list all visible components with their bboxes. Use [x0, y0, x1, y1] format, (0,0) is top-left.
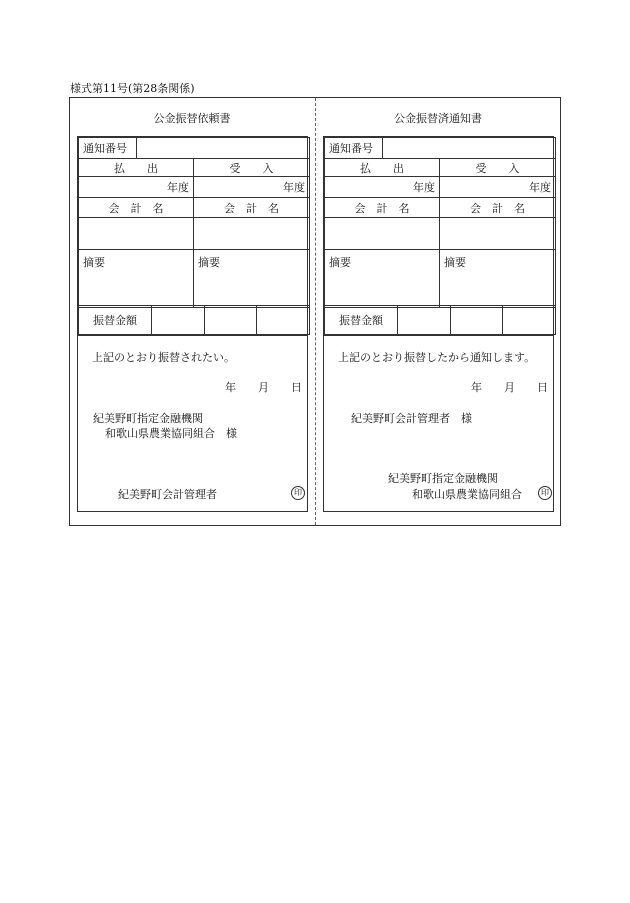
right-pay-out-header: 払 出: [325, 159, 440, 177]
left-pay-out-account-field[interactable]: [79, 218, 194, 250]
cut-line: [315, 98, 316, 525]
right-notice-no-field[interactable]: [383, 138, 556, 159]
right-receive-header: 受 入: [440, 159, 556, 177]
right-pay-out-account-field[interactable]: [325, 218, 440, 250]
right-sender-line1: 紀美野町指定金融機関: [388, 472, 498, 485]
left-receive-account-field[interactable]: [194, 218, 310, 250]
left-receive-summary[interactable]: 摘要: [194, 250, 310, 308]
right-sender-line2: 和歌山県農業協同組合: [412, 488, 522, 501]
left-pay-out-summary[interactable]: 摘要: [79, 250, 194, 308]
right-amount-row: [323, 305, 554, 336]
right-pay-out-year[interactable]: 年度: [325, 177, 440, 198]
left-receive-year[interactable]: 年度: [194, 177, 310, 198]
left-notice-no-field[interactable]: [137, 138, 310, 159]
left-slip-title: 公金振替依頼書: [153, 112, 231, 125]
right-seal-icon: 印: [538, 486, 552, 500]
left-pay-out-header: 払 出: [79, 159, 194, 177]
right-slip-title: 公金振替済通知書: [394, 112, 482, 125]
right-date: 年 月 日: [471, 381, 548, 394]
left-date: 年 月 日: [225, 381, 302, 394]
right-amount-cell-3[interactable]: [503, 306, 556, 335]
left-notice-no-label: 通知番号: [79, 138, 137, 159]
left-message: 上記のとおり振替されたい。: [92, 351, 235, 364]
left-amount-cell-1[interactable]: [152, 306, 205, 335]
right-receive-account-header: 会 計 名: [440, 198, 556, 218]
right-upper-table: [323, 136, 554, 306]
form-number-label: 様式第11号(第28条関係): [70, 82, 195, 95]
left-seal-icon: 印: [291, 486, 305, 500]
right-message: 上記のとおり振替したから通知します。: [338, 351, 536, 364]
left-amount-row: [77, 305, 308, 336]
left-pay-out-year[interactable]: 年度: [79, 177, 194, 198]
right-receive-summary[interactable]: 摘要: [440, 250, 556, 308]
right-amount-label: 振替金額: [325, 306, 398, 335]
right-pay-out-account-header: 会 計 名: [325, 198, 440, 218]
right-amount-cell-1[interactable]: [398, 306, 451, 335]
left-upper-table: [77, 136, 308, 306]
left-receive-account-header: 会 計 名: [194, 198, 310, 218]
right-notice-no-label: 通知番号: [325, 138, 383, 159]
right-amount-cell-2[interactable]: [451, 306, 503, 335]
left-receive-header: 受 入: [194, 159, 310, 177]
right-recipient-line1: 紀美野町会計管理者 様: [351, 412, 472, 425]
left-recipient-line1: 紀美野町指定金融機関: [93, 412, 203, 425]
left-amount-cell-3[interactable]: [257, 306, 310, 335]
left-sender: 紀美野町会計管理者: [118, 488, 217, 501]
left-recipient-line2: 和歌山県農業協同組合 様: [105, 427, 237, 440]
left-amount-label: 振替金額: [79, 306, 152, 335]
right-receive-year[interactable]: 年度: [440, 177, 556, 198]
right-receive-account-field[interactable]: [440, 218, 556, 250]
left-amount-cell-2[interactable]: [205, 306, 257, 335]
left-pay-out-account-header: 会 計 名: [79, 198, 194, 218]
right-pay-out-summary[interactable]: 摘要: [325, 250, 440, 308]
